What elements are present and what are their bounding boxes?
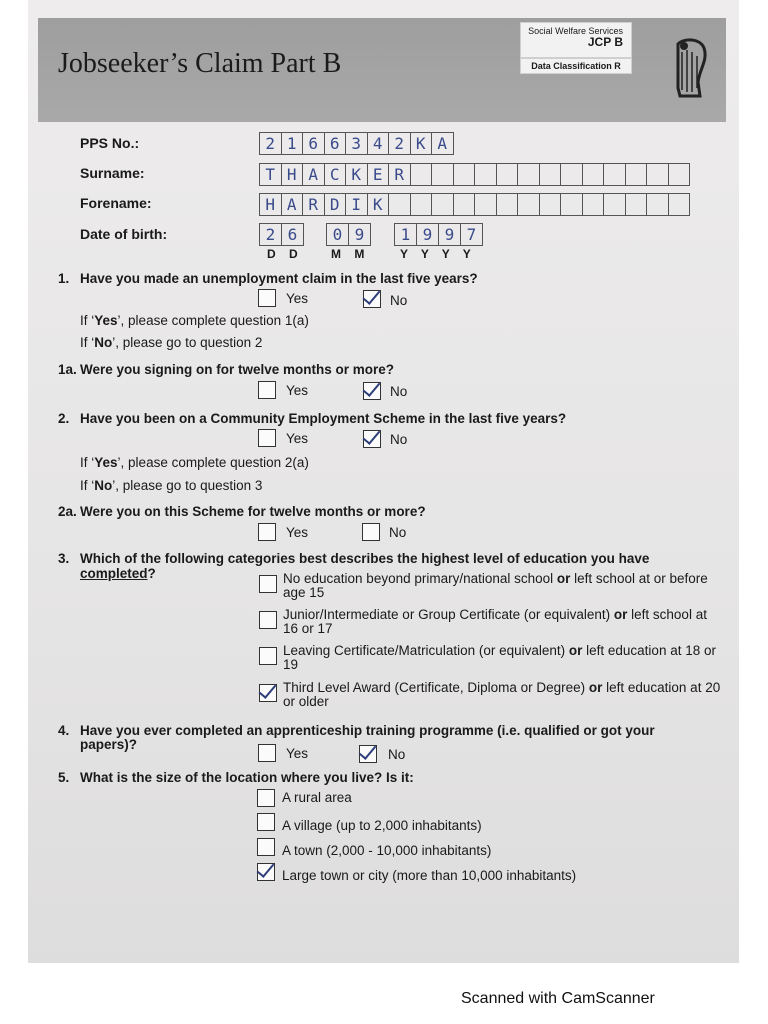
char-box[interactable]: A: [281, 193, 304, 216]
dob-month-caption: M M: [331, 247, 370, 261]
char-box[interactable]: [453, 163, 476, 186]
char-box[interactable]: H: [281, 163, 304, 186]
char-box[interactable]: [410, 193, 433, 216]
char-box[interactable]: [496, 163, 519, 186]
question-1: 1. Have you made an unemployment claim in the last five years?: [58, 271, 478, 286]
data-classification: Data Classification R: [520, 58, 632, 74]
agency-box: [520, 22, 632, 58]
char-box[interactable]: 1: [281, 132, 304, 155]
q3-option-1-checkbox[interactable]: [259, 575, 277, 593]
char-box[interactable]: I: [345, 193, 368, 216]
char-box[interactable]: [582, 163, 605, 186]
q1a-no-checkbox[interactable]: [363, 382, 381, 400]
char-box[interactable]: A: [302, 163, 325, 186]
q2-no-label: No: [390, 432, 408, 447]
char-box[interactable]: [625, 193, 648, 216]
char-box[interactable]: [474, 163, 497, 186]
q1-yes-checkbox[interactable]: [258, 289, 276, 307]
char-box[interactable]: 3: [345, 132, 368, 155]
char-box[interactable]: K: [410, 132, 433, 155]
q3-option-2-label: Junior/Intermediate or Group Certificate (or equivalent) or left school at 16 or 17: [283, 607, 707, 636]
q1-note-yes: If ‘Yes’, please complete question 1(a): [80, 313, 309, 328]
dob-year-boxes[interactable]: [394, 223, 482, 246]
char-box[interactable]: K: [367, 193, 390, 216]
char-box[interactable]: R: [388, 163, 411, 186]
pps-label: PPS No.:: [80, 135, 140, 151]
char-box[interactable]: [560, 163, 583, 186]
question-1a: 1a. Were you signing on for twelve months or more?: [58, 362, 395, 377]
q5-option-rural-checkbox[interactable]: [257, 789, 275, 807]
char-box[interactable]: 9: [348, 223, 371, 246]
char-box[interactable]: [517, 163, 540, 186]
question-3: 3. Which of the following categories best describes the highest level of education you have: [58, 551, 650, 566]
q4-yes-label: Yes: [286, 746, 309, 761]
question-5: 5. What is the size of the location where you live? Is it:: [58, 770, 414, 785]
question-2: 2. Have you been on a Community Employment Scheme in the last five years?: [58, 411, 567, 426]
q5-option-village-label: A village (up to 2,000 inhabitants): [282, 818, 482, 833]
char-box[interactable]: H: [259, 193, 282, 216]
char-box[interactable]: [517, 193, 540, 216]
char-box[interactable]: 9: [438, 223, 461, 246]
form-code: JCP B: [587, 35, 623, 49]
char-box[interactable]: 2: [259, 132, 282, 155]
question-4: 4. Have you ever completed an apprenticeship training programme (i.e. qualified or got your: [58, 723, 655, 738]
char-box[interactable]: 4: [367, 132, 390, 155]
char-box[interactable]: [625, 163, 648, 186]
q5-option-village-checkbox[interactable]: [257, 813, 275, 831]
surname-boxes[interactable]: [259, 163, 689, 186]
q3-option-1-label: No education beyond primary/national school or left school at or before age 15: [283, 571, 708, 600]
dob-month-boxes[interactable]: [326, 223, 370, 246]
q2a-no-checkbox[interactable]: [362, 523, 380, 541]
q2-note-no: If ‘No’, please go to question 3: [80, 478, 263, 493]
q5-option-town-label: A town (2,000 - 10,000 inhabitants): [282, 843, 492, 858]
char-box[interactable]: [474, 193, 497, 216]
char-box[interactable]: [431, 193, 454, 216]
char-box[interactable]: 1: [394, 223, 417, 246]
char-box[interactable]: [431, 163, 454, 186]
q2-no-checkbox[interactable]: [363, 430, 381, 448]
q2a-yes-checkbox[interactable]: [258, 523, 276, 541]
q5-option-city-label: Large town or city (more than 10,000 inhabitants): [282, 868, 577, 883]
char-box[interactable]: [410, 163, 433, 186]
forename-label: Forename:: [80, 195, 152, 211]
char-box[interactable]: D: [324, 193, 347, 216]
char-box[interactable]: K: [345, 163, 368, 186]
char-box[interactable]: [668, 163, 691, 186]
q1-yes-label: Yes: [286, 291, 309, 306]
char-box[interactable]: R: [302, 193, 325, 216]
q2-note-yes: If ‘Yes’, please complete question 2(a): [80, 455, 309, 470]
form-title: Jobseeker’s Claim Part B: [58, 48, 342, 79]
q2-yes-label: Yes: [286, 431, 309, 446]
q5-option-rural-label: A rural area: [282, 790, 352, 805]
forename-boxes[interactable]: [259, 193, 689, 216]
q5-option-city-checkbox[interactable]: [257, 863, 275, 881]
char-box[interactable]: 7: [460, 223, 483, 246]
q3-option-2-checkbox[interactable]: [259, 611, 277, 629]
q5-option-town-checkbox[interactable]: [257, 838, 275, 856]
q1-note-no: If ‘No’, please go to question 2: [80, 335, 263, 350]
char-box[interactable]: [539, 193, 562, 216]
char-box[interactable]: [582, 193, 605, 216]
char-box[interactable]: 0: [326, 223, 349, 246]
char-box[interactable]: [560, 193, 583, 216]
q4-yes-checkbox[interactable]: [258, 744, 276, 762]
dob-day-boxes[interactable]: [259, 223, 303, 246]
q4-no-checkbox[interactable]: [359, 745, 377, 763]
q1a-yes-checkbox[interactable]: [258, 381, 276, 399]
agency-name: Social Welfare Services: [528, 26, 623, 36]
harp-emblem-icon: [670, 38, 710, 100]
char-box[interactable]: [453, 193, 476, 216]
char-box[interactable]: [668, 193, 691, 216]
char-box[interactable]: [646, 163, 669, 186]
char-box[interactable]: 6: [324, 132, 347, 155]
char-box[interactable]: A: [431, 132, 454, 155]
char-box[interactable]: [646, 193, 669, 216]
char-box[interactable]: 2: [259, 223, 282, 246]
char-box[interactable]: E: [367, 163, 390, 186]
char-box[interactable]: 6: [281, 223, 304, 246]
scanner-watermark: Scanned with CamScanner: [461, 990, 655, 1007]
char-box[interactable]: C: [324, 163, 347, 186]
dob-year-caption: Y Y Y Y: [400, 247, 476, 261]
q3-option-3-checkbox[interactable]: [259, 647, 277, 665]
char-box[interactable]: [388, 193, 411, 216]
q1-no-checkbox[interactable]: [363, 290, 381, 308]
char-box[interactable]: [539, 163, 562, 186]
q1a-no-label: No: [390, 384, 408, 399]
char-box[interactable]: T: [259, 163, 282, 186]
char-box[interactable]: 2: [388, 132, 411, 155]
q2-yes-checkbox[interactable]: [258, 429, 276, 447]
char-box[interactable]: 6: [302, 132, 325, 155]
q1a-yes-label: Yes: [286, 383, 309, 398]
dob-label: Date of birth:: [80, 226, 168, 242]
question-4-cont: papers)?: [80, 737, 138, 752]
surname-label: Surname:: [80, 165, 145, 181]
q2a-no-label: No: [389, 525, 407, 540]
question-2a: 2a. Were you on this Scheme for twelve months or more?: [58, 504, 426, 519]
q3-option-3-label: Leaving Certificate/Matriculation (or equivalent) or left education at 18 or 19: [283, 643, 716, 672]
q4-no-label: No: [388, 747, 406, 762]
q3-option-4-checkbox[interactable]: [259, 684, 277, 702]
dob-day-caption: D D: [267, 247, 303, 261]
q2a-yes-label: Yes: [286, 525, 309, 540]
char-box[interactable]: [496, 193, 519, 216]
question-3-completed: completed?: [80, 566, 156, 581]
char-box[interactable]: [603, 163, 626, 186]
pps-number-boxes[interactable]: [259, 132, 453, 155]
q1-no-label: No: [390, 293, 408, 308]
q3-option-4-label: Third Level Award (Certificate, Diploma or Degree) or left education at 20 or older: [283, 680, 721, 709]
char-box[interactable]: [603, 193, 626, 216]
char-box[interactable]: 9: [416, 223, 439, 246]
